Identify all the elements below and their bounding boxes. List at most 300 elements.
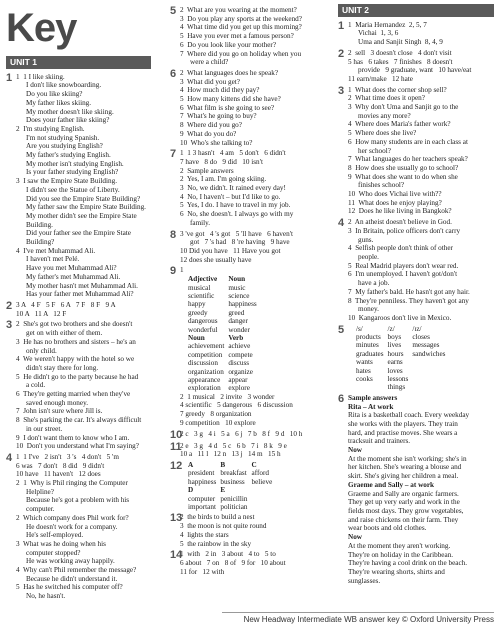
column-2-sections	[170, 6, 320, 576]
answer-line: 8 How does she usually go to school?	[348, 163, 459, 172]
answer-line: 3 Why don't Uma and Sanjit go to the	[348, 103, 459, 112]
table-row	[188, 495, 276, 503]
answer-line: didn't stay there for long.	[26, 363, 99, 372]
answer-line: were a child?	[190, 58, 229, 67]
table-row	[356, 350, 449, 358]
answer-line: get on with either of them.	[26, 329, 103, 338]
answer-line: 11 earn/make 12 hate	[348, 74, 413, 83]
table-cell: wonder	[228, 325, 250, 334]
answer-line: 5 He didn't go to the party because he had	[16, 372, 139, 381]
section-number: 14	[170, 549, 183, 562]
table-cell: compete	[228, 350, 253, 359]
table-cell: science	[228, 291, 250, 300]
answer-line: Now	[348, 533, 362, 542]
table-cell	[356, 383, 388, 391]
section-body	[16, 453, 151, 601]
answer-line: Are you studying English?	[26, 142, 103, 151]
answer-line: At the moment they aren't working.	[348, 541, 451, 550]
answer-line: 1 1 I like skiing.	[16, 72, 65, 81]
answer-line: 1 1 I've 2 isn't 3 's 4 don't 5 'm	[16, 452, 119, 461]
answer-line: 4 Selfish people don't think of other	[348, 244, 453, 253]
section-body	[180, 513, 320, 548]
answer-line: skirt. She's giving her children a meal.	[348, 472, 459, 481]
answer-line: 2 sell 3 doesn't close 4 don't visit	[348, 48, 452, 57]
answer-line: 3 What did you get?	[180, 77, 240, 86]
table-cell: happiness	[228, 300, 257, 309]
exercise-1	[6, 73, 151, 299]
section-body	[180, 149, 320, 227]
exercise-6	[170, 69, 320, 147]
table-cell: C	[251, 461, 257, 469]
table-cell: closes	[412, 333, 430, 342]
answer-line: Did you see the Empire State Building?	[26, 194, 141, 203]
answer-line: 9 What do you do?	[180, 129, 237, 138]
table-cell	[412, 375, 449, 383]
answer-line: 3 Do you play any sports at the weekend?	[180, 14, 302, 23]
table-cell: organization	[188, 367, 224, 376]
table-cell: hates	[356, 366, 371, 375]
table-row	[188, 292, 261, 300]
answer-line: 4 lights the stars	[180, 530, 229, 539]
page-title: Key	[6, 6, 77, 50]
answer-line: 2 Which company does Phil work for?	[16, 513, 129, 522]
answer-line: 7 What languages do her teachers speak?	[348, 155, 468, 164]
answer-line: 5 Real Madrid players don't wear red.	[348, 261, 459, 270]
table-cell: B	[220, 461, 226, 469]
table-cell: competition	[188, 350, 223, 359]
answer-line: people.	[358, 252, 379, 261]
table-row	[188, 351, 261, 359]
section-body	[348, 86, 494, 217]
exercise-3	[338, 86, 494, 217]
answer-line: fields most days. They grow vegetables,	[348, 507, 464, 515]
answer-line: Because he's got a problem with his	[26, 496, 130, 505]
answer-line: tracksuit and trainers.	[348, 437, 411, 446]
table-cell: discuss	[228, 359, 250, 368]
table-row	[188, 334, 261, 342]
table-row	[356, 383, 449, 391]
section-number: 6	[170, 67, 177, 80]
answer-line: only child.	[26, 346, 57, 355]
table-cell	[412, 367, 449, 375]
answer-line: 5 Where does she live?	[348, 129, 417, 138]
exercise-10	[170, 430, 320, 440]
section-number: 7	[170, 148, 177, 161]
answer-line: 2 An atheist doesn't believe in God.	[348, 218, 452, 227]
section-body	[348, 394, 494, 585]
table-row	[188, 309, 261, 317]
table-cell: discussion	[188, 359, 218, 368]
answer-line: He's self-employed.	[26, 531, 84, 540]
table-cell: messages	[412, 341, 440, 350]
answer-line: 5 the rainbow in the sky	[180, 539, 252, 548]
section-number: 12	[170, 460, 183, 472]
section-number: 10	[170, 428, 183, 441]
table-row	[188, 478, 276, 486]
answer-line: Vichai 1, 3, 6	[358, 29, 399, 38]
answer-line: 2 I'm studying English.	[16, 124, 85, 133]
section-number: 11	[170, 440, 182, 453]
exercise-7	[170, 149, 320, 227]
answer-line: 10 have 11 haven't 12 does	[16, 470, 101, 479]
answer-line: 7 have 8 do 9 did 10 isn't	[180, 157, 263, 166]
column-2	[170, 4, 320, 576]
answer-line: My father's met Muhammad Ali.	[26, 272, 121, 281]
answer-line: 2 1 musical 2 invite 3 wonder	[180, 392, 275, 401]
answer-line: 10 a 11 l 12 n 13 j 14 m 15 h	[180, 450, 281, 459]
table-cell: business	[220, 477, 245, 486]
answer-line: 8 She's parking the car. It's always difficult	[16, 416, 142, 425]
table-row	[188, 300, 261, 308]
section-body	[16, 73, 151, 299]
table-cell: important	[188, 503, 216, 512]
section-body	[16, 320, 151, 451]
answer-line: 9 competition 10 explore	[180, 418, 256, 427]
table-cell: wonderful	[188, 325, 218, 334]
exercise-9	[170, 266, 320, 427]
answer-line: have a job.	[358, 279, 390, 288]
answer-line: 4 Where does Maria's father work?	[348, 120, 451, 129]
unit-1-header: UNIT 1	[6, 56, 151, 69]
section-body	[180, 69, 320, 147]
answer-line: 4 No, I haven't – but I'd like to go.	[180, 192, 281, 201]
table-cell: president	[188, 469, 215, 478]
answer-line: 12 Does he like living in Bangkok?	[348, 207, 452, 216]
table-cell: hours	[387, 349, 404, 358]
table-row	[356, 358, 449, 366]
answer-line: Is your father studying English?	[26, 168, 119, 177]
answer-line: My mother hasn't met Muhammad Ali.	[26, 281, 138, 290]
answer-line: 3 No, we didn't. It rained every day!	[180, 184, 286, 193]
table-cell: earns	[387, 358, 403, 367]
table-row	[356, 325, 449, 333]
table-cell: things	[387, 383, 406, 392]
answer-line: Uma and Sanjit Singh 8, 4, 9	[358, 38, 443, 47]
answer-line: 10 Did you have 11 Have you got	[180, 246, 281, 255]
answer-line: 5 How many kittens did she have?	[180, 95, 281, 104]
answer-line: 9 I don't want them to know who I am.	[16, 433, 130, 442]
section-number: 5	[338, 323, 345, 336]
answer-line: 6 about 7 on 8 of 9 for 10 about	[180, 558, 286, 567]
table-cell: explore	[228, 384, 250, 393]
section-body	[348, 49, 494, 84]
answer-line: 2 What time does it open?	[348, 94, 425, 103]
table-cell: appearance	[188, 375, 221, 384]
exercise-1	[338, 21, 494, 47]
section-number: 9	[170, 265, 177, 278]
answer-line: My mother isn't studying English.	[26, 159, 124, 168]
section-body	[180, 461, 320, 511]
section-number: 1	[6, 71, 13, 84]
table-cell	[252, 503, 277, 511]
answer-line: They're wearing shorts, shirts and	[348, 567, 445, 576]
exercise-6	[338, 394, 494, 585]
answer-line: I didn't see the Statue of Liberty.	[26, 185, 120, 194]
answer-line: Building.	[26, 220, 53, 229]
word-table	[188, 461, 276, 511]
answer-line: 10 Kangaroos don't live in Mexico.	[348, 313, 452, 322]
answer-line: No, he hasn't.	[26, 592, 66, 601]
answer-line: Graeme and Sally – at work	[348, 480, 435, 489]
answer-line: 2 Sample answers	[180, 166, 234, 175]
answer-line: 4 What time did you get up this morning?	[180, 23, 302, 32]
answer-line: Graeme and Sally are organic farmers.	[348, 489, 459, 498]
table-cell: products	[356, 333, 381, 342]
table-row	[188, 503, 276, 511]
answer-line: she works with the players. They train	[348, 419, 458, 428]
answer-line: Helpline?	[26, 487, 54, 496]
answer-line: computer stopped?	[26, 548, 81, 557]
table-row	[188, 486, 276, 494]
answer-line: Does your father like skiing?	[26, 116, 110, 125]
answer-line: 10 A 11 A 12 F	[16, 309, 67, 318]
exercise-14	[170, 550, 320, 576]
table-cell: loves	[387, 366, 403, 375]
answer-line: 8 They're penniless. They haven't got any	[348, 296, 469, 305]
table-cell: organize	[228, 367, 253, 376]
section-body	[180, 550, 320, 576]
exercise-8	[170, 230, 320, 265]
answer-line: 2 the birds to build a nest	[180, 513, 255, 522]
table-cell: computer	[188, 494, 216, 503]
answer-line: He doesn't work for a company.	[26, 522, 118, 531]
table-cell: Noun	[228, 275, 246, 284]
answer-line: her kitchen. She's wearing a blouse and	[348, 463, 462, 472]
answer-line: I haven't met Pelé.	[26, 255, 80, 264]
answer-line: 9 What does she want to do when she	[348, 172, 458, 181]
section-body	[348, 218, 494, 322]
column-3	[338, 4, 494, 585]
table-cell: music	[228, 283, 246, 292]
section-number: 2	[338, 47, 345, 60]
answer-line: 7 What's he going to buy?	[180, 112, 257, 121]
table-cell: A	[188, 461, 194, 469]
answer-line: 7 Where did you go on holiday when you	[180, 49, 302, 58]
table-row	[356, 333, 449, 341]
table-cell: /s/	[356, 324, 363, 333]
answer-line: 12 does she usually have	[180, 255, 252, 264]
table-cell: penicillin	[220, 494, 248, 503]
section-body	[180, 6, 320, 67]
answer-line: 6 was 7 don't 8 did 9 didn't	[16, 461, 105, 470]
table-cell: Verb	[228, 333, 244, 342]
section-body	[180, 442, 320, 459]
table-cell: sandwiches	[412, 349, 446, 358]
answer-line: 3 I saw the Empire State Building.	[16, 177, 118, 186]
table-row	[356, 375, 449, 383]
answer-line: money.	[358, 305, 379, 314]
table-cell: politician	[220, 503, 248, 512]
answer-line: My father likes skiing.	[26, 98, 92, 107]
answer-line: They get up very early and work in the	[348, 498, 460, 507]
section-body	[180, 430, 320, 440]
answer-line: 8 Where did you go?	[180, 121, 242, 130]
answer-line: 3 A 4 F 5 F 6 A 7 F 8 F 9 A	[16, 300, 116, 309]
table-cell: /ɪz/	[412, 324, 422, 333]
answer-line: saved enough money.	[26, 398, 89, 407]
answer-line: I'm not studying Spanish.	[26, 133, 100, 142]
answer-line: family.	[190, 218, 211, 227]
answer-line: My mother doesn't like skiing.	[26, 107, 114, 116]
answer-line: 10 Who's she talking to?	[180, 138, 253, 147]
answer-line: 4 I've met Muhammad Ali.	[16, 246, 96, 255]
table-row	[188, 359, 261, 367]
answer-line: her school?	[358, 146, 391, 155]
exercise-13	[170, 513, 320, 548]
section-body	[180, 266, 320, 427]
section-number: 2	[6, 299, 13, 312]
answer-line: He was working away happily.	[26, 557, 115, 566]
answer-line: 7 greedy 8 organization	[180, 410, 252, 419]
exercise-4	[6, 453, 151, 601]
table-cell: musical	[188, 283, 211, 292]
answer-line: 2 1 Why is Phil ringing the Computer	[16, 479, 128, 488]
table-cell: dangerous	[188, 317, 218, 326]
answer-line: 3 In Britain, police officers don't carry	[348, 226, 461, 235]
answer-line: 7 My father's bald. He hasn't got any hair.	[348, 287, 470, 296]
table-cell: graduates	[356, 349, 384, 358]
table-cell: achievement	[188, 342, 225, 351]
word-table	[356, 325, 449, 392]
answer-line: Has your father met Muhammad Ali?	[26, 290, 134, 299]
table-cell: scientific	[188, 291, 215, 300]
table-cell: cooks	[356, 375, 373, 384]
answer-line: a cold.	[26, 381, 46, 390]
answer-line: computer.	[26, 505, 55, 514]
answer-line: movies any more?	[358, 111, 411, 120]
answer-line: Rita – At work	[348, 402, 394, 411]
answer-line: 4 scientific 5 dangerous 6 discussion	[180, 401, 293, 410]
answer-line: Have you met Muhammad Ali?	[26, 264, 117, 273]
unit-2-header: UNIT 2	[338, 4, 494, 17]
answer-line: 5 has 6 takes 7 finishes 8 doesn't	[348, 57, 453, 66]
table-cell: minutes	[356, 341, 379, 350]
answer-line: 3 He has no brothers and sisters – he's an	[16, 337, 136, 346]
table-cell	[412, 383, 449, 391]
section-body	[348, 325, 494, 392]
answer-line: 2 What are you wearing at the moment?	[180, 6, 297, 14]
section-number: 6	[338, 392, 345, 405]
answer-line: 6 They're getting married when they've	[16, 390, 131, 399]
answer-line: 6 I'm unemployed. I haven't got/don't	[348, 270, 458, 279]
section-number: 4	[338, 217, 345, 230]
answer-line: sunglasses.	[348, 576, 381, 585]
answer-line: They're on holiday in the Caribbean.	[348, 550, 454, 559]
table-cell: afford	[251, 469, 269, 478]
answer-line: in our street.	[26, 424, 63, 433]
answer-line: 10 Who does Vichai live with??	[348, 190, 442, 199]
table-row	[188, 376, 261, 384]
answer-line: They're having a cool drink on the beach.	[348, 559, 468, 568]
table-cell: exploration	[188, 384, 221, 393]
table-cell: happiness	[188, 477, 217, 486]
exercise-2	[6, 301, 151, 318]
section-number: 8	[170, 228, 177, 241]
section-number: 13	[170, 512, 183, 525]
table-row	[188, 284, 261, 292]
answer-line: 5 Have you ever met a famous person?	[180, 32, 294, 41]
exercise-11	[170, 442, 320, 459]
table-cell	[252, 495, 277, 503]
table-cell: D	[188, 486, 194, 495]
section-number: 1	[338, 19, 345, 32]
section-number: 4	[6, 451, 13, 464]
answer-line: At the moment she isn't working; she's in	[348, 454, 467, 463]
answer-line: 7 John isn't sure where Jill is.	[16, 407, 103, 416]
exercise-12	[170, 461, 320, 511]
exercise-3	[6, 320, 151, 451]
answer-line: 2 e 3 g 4 d 5 c 6 b 7 i 8 k 9 e	[180, 441, 287, 450]
answer-line: 11 for 12 with	[180, 567, 225, 576]
section-number: 5	[170, 5, 177, 17]
table-cell: Noun	[188, 333, 205, 342]
answer-line: 11 What does he enjoy playing?	[348, 198, 442, 207]
answer-line: I don't like snowboarding.	[26, 81, 102, 90]
table-cell: danger	[228, 317, 248, 326]
answer-line: 5 Yes, I do. I have to travel in my job.	[180, 201, 291, 210]
exercise-2	[338, 49, 494, 84]
section-body	[16, 301, 151, 318]
answer-line: 1	[180, 266, 184, 275]
answer-line: and raise chickens on their farm. They	[348, 515, 459, 524]
answer-line: 1 Maria Hernandez 2, 5, 7	[348, 20, 427, 29]
exercise-4	[338, 218, 494, 322]
answer-line: Rita is a basketball coach. Every weekday	[348, 411, 470, 420]
answer-line: 4 How much did they pay?	[180, 86, 260, 95]
table-row	[188, 368, 261, 376]
table-cell: believe	[251, 477, 273, 486]
table-cell	[412, 358, 449, 366]
table-cell	[252, 486, 277, 494]
answer-line: 2 What languages does he speak?	[180, 68, 279, 77]
table-row	[188, 326, 261, 334]
table-row	[356, 367, 449, 375]
answer-line: 10 Don't you understand what I'm saying?	[16, 442, 139, 451]
answer-line: 1 with 2 in 3 about 4 to 5 to	[180, 550, 276, 559]
table-cell: breakfast	[220, 469, 247, 478]
answer-line: Do you like skiing?	[26, 90, 83, 99]
column-1	[6, 0, 151, 601]
table-cell: /z/	[387, 324, 395, 333]
table-row	[356, 341, 449, 349]
answer-line: 3 the moon is not quite round	[180, 522, 267, 531]
table-cell: greed	[228, 308, 245, 317]
answer-line: My father saw the Empire State Building.	[26, 203, 146, 212]
answer-line: My father's studying English.	[26, 151, 111, 160]
answer-line: 2 c 3 g 4 i 5 a 6 j 7 b 8 f 9 d 10 h	[180, 429, 303, 438]
answer-line: 1 What does the corner shop sell?	[348, 85, 447, 94]
table-cell: appear	[228, 375, 248, 384]
answer-line: 2 Yes, I am. I'm going skiing.	[180, 175, 267, 184]
table-row	[188, 461, 276, 469]
answer-line: My mother didn't see the Empire State	[26, 211, 137, 220]
answer-line: 4 We weren't happy with the hotel so we	[16, 355, 135, 364]
table-cell: achieve	[228, 342, 251, 351]
answer-line: Now	[348, 446, 362, 455]
section-number: 3	[338, 84, 345, 97]
exercise-5	[170, 6, 320, 67]
answer-line: wear boots and old clothes.	[348, 524, 427, 533]
table-cell: greedy	[188, 308, 208, 317]
answer-line: 6 What film is she going to see?	[180, 103, 275, 112]
answer-line: provide 9 graduate, want 10 have/eat	[358, 66, 472, 75]
section-body	[180, 230, 320, 265]
table-row	[188, 384, 261, 392]
table-cell: Adjective	[188, 275, 218, 284]
answer-line: 3 've got 4 's got 5 'll have 6 haven't	[180, 229, 293, 238]
answer-line: 1 1 3 hasn't 4 am 5 don't 6 didn't	[180, 149, 286, 158]
exercise-5	[338, 325, 494, 392]
